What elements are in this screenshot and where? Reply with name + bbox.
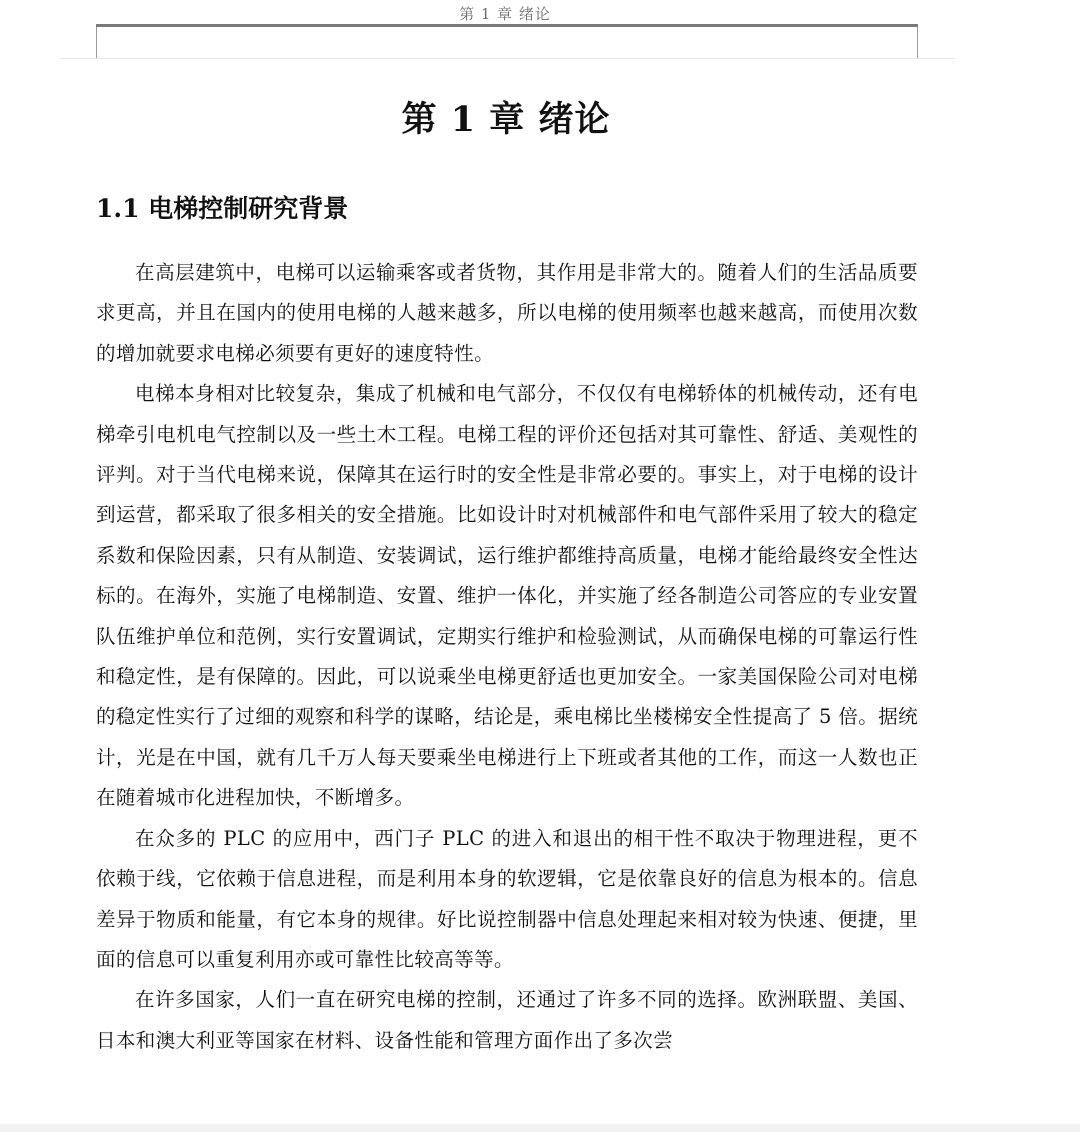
section-title: 1.1 电梯控制研究背景 [96,194,349,223]
body-text [96,253,918,1061]
paragraph: 在高层建筑中，电梯可以运输乘客或者货物，其作用是非常大的。随着人们的生活品质要求更高，并且在国内的使用电梯的人越来越多，所以电梯的使用频率也越来越高，而使用次数的增加就要求电梯必须要有更好的速度特性。 [96,261,918,365]
page-top-edge [60,58,955,59]
header-rule [96,24,918,27]
paragraph: 电梯本身相对比较复杂，集成了机械和电气部分，不仅仅有电梯轿体的机械传动，还有电梯牵引电机电气控制以及一些土木工程。电梯工程的评价还包括对其可靠性、舒适、美观性的评判。对于当代电梯来说，保障其在运行时的安全性是非常必要的。事实上，对于电梯的设计到运营，都采取了很多相关的安全措施。比如设计时对机械部件和电气部件采用了较大的稳定系数和保险因素，只有从制造、安装调试，运行维护都维持高质量，电梯才能给最终安全性达标的。在海外，实施了电梯制造、安置、维护一体化，并实施了经各制造公司答应的专业安置队伍维护单位和范例，实行安置调试，定期实行维护和检验测试，从而确保电梯的可靠运行性和稳定性，是有保障的。因此，可以说乘坐电梯更舒适也更加安全。一家美国保险公司对电梯的稳定性实行了过细的观察和科学的谋略，结论是，乘电梯比坐楼梯安全性提高了 5 倍。据统计，光是在中国，就有几千万人每天要乘坐电梯进行上下班或者其他的工作，而这一人数也正在随着城市化进程加快，不断增多。 [96,382,919,810]
header-margin-mark-left [96,27,97,58]
chapter-title: 第 1 章 绪论 [401,99,611,140]
running-header: 第 1 章 绪论 [459,5,551,23]
header-margin-mark-right [917,27,918,58]
page-bottom-band [0,1124,1080,1132]
paragraph: 在许多国家，人们一直在研究电梯的控制，还通过了许多不同的选择。欧洲联盟、美国、日本和澳大利亚等国家在材料、设备性能和管理方面作出了多次尝 [96,988,918,1052]
paragraph: 在众多的 PLC 的应用中，西门子 PLC 的进入和退出的相干性不取决于物理进程，更不依赖于线，它依赖于信息进程，而是利用本身的软逻辑，它是依靠良好的信息为根本的。信息差异于物质和能量，有它本身的规律。好比说控制器中信息处理起来相对较为快速、便捷，里面的信息可以重复利用亦或可靠性比较高等等。 [96,826,918,971]
